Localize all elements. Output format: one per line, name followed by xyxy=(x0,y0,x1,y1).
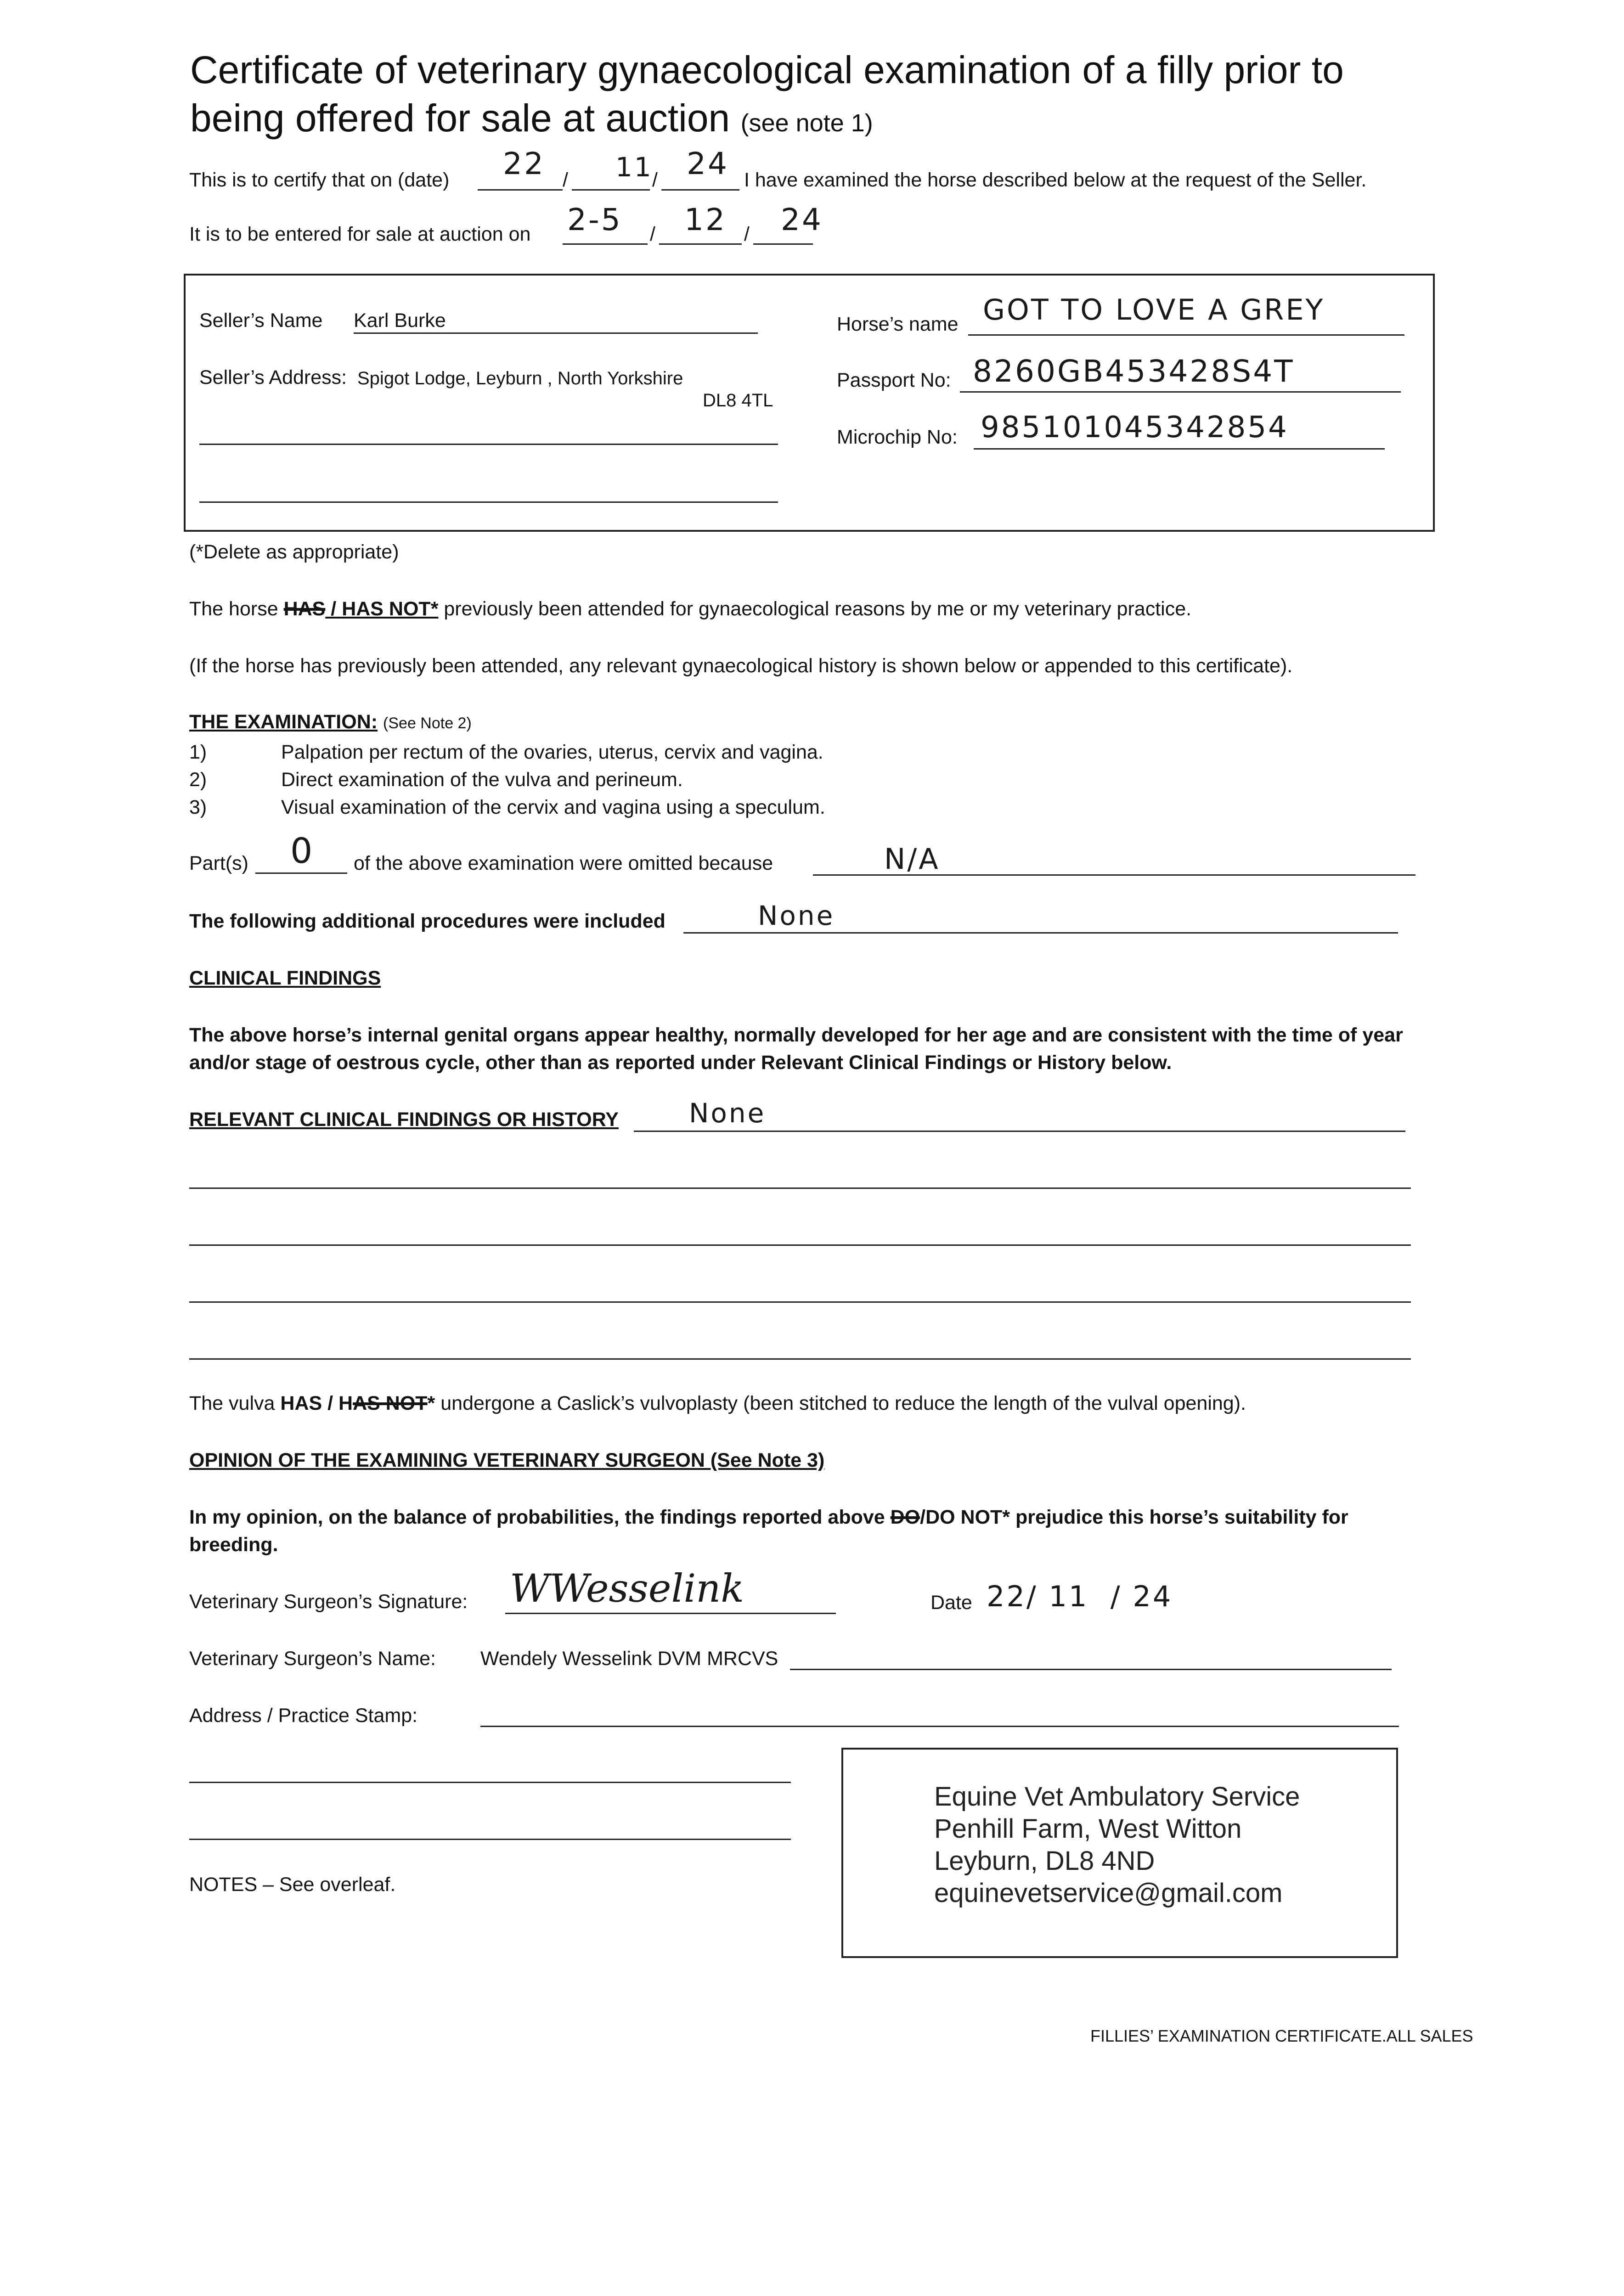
omitted-parts-value: 0 xyxy=(290,830,315,871)
delete-note: (*Delete as appropriate) xyxy=(189,541,399,563)
vulva-has: HAS xyxy=(280,1392,322,1414)
footer-label: FILLIES’ EXAMINATION CERTIFICATE.ALL SALES xyxy=(1090,2026,1473,2045)
examination-item xyxy=(189,768,683,792)
notes-overleaf: NOTES – See overleaf. xyxy=(189,1874,396,1896)
microchip-value: 985101045342854 xyxy=(981,411,1289,445)
clinical-heading: CLINICAL FINDINGS xyxy=(189,967,381,989)
vulva-h: H xyxy=(338,1392,353,1414)
vulva-has-not-struck: AS NOT xyxy=(353,1392,428,1414)
attended-line xyxy=(189,597,1191,621)
vulva-suffix: undergone a Caslick’s vulvoplasty (been stitched to reduce the length of the vulval opening). xyxy=(440,1392,1246,1414)
practice-label: Address / Practice Stamp: xyxy=(189,1705,418,1727)
date-separator: / xyxy=(652,169,658,191)
passport-label: Passport No: xyxy=(837,369,951,391)
horse-name-value: GOT TO LOVE A GREY xyxy=(983,293,1325,326)
passport-value: 8260GB453428S4T xyxy=(973,354,1295,389)
opinion-line2: breeding. xyxy=(189,1534,278,1556)
examination-item-num: 2) xyxy=(189,769,207,791)
seller-name-label: Seller’s Name xyxy=(199,310,323,332)
omitted-prefix: Part(s) xyxy=(189,852,248,874)
certify-year: 24 xyxy=(687,146,729,181)
certificate-title-line2 xyxy=(190,94,873,147)
certify-prefix: This is to certify that on (date) xyxy=(189,169,450,191)
signature-value: WWesselink xyxy=(510,1566,744,1611)
examination-item-text: Visual examination of the cervix and vagina using a speculum. xyxy=(281,796,825,818)
horse-name-label: Horse’s name xyxy=(837,313,959,335)
seller-address-label: Seller’s Address: xyxy=(199,366,347,388)
seller-address-line1: Spigot Lodge, Leyburn , North Yorkshire xyxy=(357,368,683,388)
attended-suffix: previously been attended for gynaecological reasons by me or my veterinary practice. xyxy=(444,598,1192,620)
stamp-line-town: Leyburn, DL8 4ND xyxy=(934,1846,1155,1876)
examination-item-text: Palpation per rectum of the ovaries, uterus, cervix and vagina. xyxy=(281,741,823,763)
examination-see-note: (See Note 2) xyxy=(383,715,472,732)
vulva-star: * xyxy=(427,1392,435,1414)
history-note: (If the horse has previously been attended, any relevant gynaecological history is shown below or appended to this certificate). xyxy=(189,655,1293,677)
date-separator: / xyxy=(744,223,750,245)
certify-day: 22 xyxy=(503,146,545,181)
examination-heading-line xyxy=(189,710,472,735)
title-note: (see note 1) xyxy=(740,109,873,137)
signature-date-value: 22/ 11 / 24 xyxy=(987,1580,1173,1613)
stamp-line-farm: Penhill Farm, West Witton xyxy=(934,1814,1242,1844)
examination-item-num: 3) xyxy=(189,796,207,818)
relevant-heading: RELEVANT CLINICAL FINDINGS OR HISTORY xyxy=(189,1109,619,1131)
surgeon-name-value: Wendely Wesselink DVM MRCVS xyxy=(480,1648,778,1670)
stamp-line-email: equinevetservice@gmail.com xyxy=(934,1878,1283,1908)
examination-item-num: 1) xyxy=(189,741,207,763)
date-separator: / xyxy=(650,223,655,245)
opinion-line1-suffix: /DO NOT* prejudice this horse’s suitability for xyxy=(920,1506,1348,1528)
attended-has-struck: HAS xyxy=(283,598,326,620)
additional-label: The following additional procedures were included xyxy=(189,910,665,932)
omitted-middle: of the above examination were omitted because xyxy=(354,852,773,874)
opinion-heading: OPINION OF THE EXAMINING VETERINARY SURGEON (See Note 3) xyxy=(189,1449,825,1471)
opinion-line1-prefix: In my opinion, on the balance of probabilities, the findings reported above xyxy=(189,1506,885,1528)
opinion-line1 xyxy=(189,1505,1348,1529)
vulva-line xyxy=(189,1391,1246,1415)
date-separator: / xyxy=(563,169,568,191)
certify-suffix: I have examined the horse described below at the request of the Seller. xyxy=(744,169,1367,191)
attended-sep: / xyxy=(325,598,342,620)
auction-month: 12 xyxy=(684,202,727,237)
seller-name-value: Karl Burke xyxy=(354,310,446,332)
auction-day: 2-5 xyxy=(567,202,622,237)
additional-value: None xyxy=(758,900,835,931)
signature-label: Veterinary Surgeon’s Signature: xyxy=(189,1591,468,1613)
certify-month: 11 xyxy=(615,152,653,183)
signature-date-label: Date xyxy=(930,1592,972,1614)
seller-address-line2: DL8 4TL xyxy=(703,390,773,411)
opinion-do-struck: DO xyxy=(890,1506,920,1528)
relevant-value: None xyxy=(689,1097,766,1129)
clinical-statement-line2: and/or stage of oestrous cycle, other than as reported under Relevant Clinical Findings or History below. xyxy=(189,1052,1172,1074)
attended-has-not: HAS NOT* xyxy=(342,598,439,620)
stamp-line-practice: Equine Vet Ambulatory Service xyxy=(934,1782,1300,1812)
auction-prefix: It is to be entered for sale at auction on xyxy=(189,223,531,245)
attended-prefix: The horse xyxy=(189,598,278,620)
clinical-statement-line1: The above horse’s internal genital organs appear healthy, normally developed for her age and are consistent with the time of year xyxy=(189,1024,1403,1046)
title-line2-text: being offered for sale at auction xyxy=(190,96,730,140)
surgeon-name-label: Veterinary Surgeon’s Name: xyxy=(189,1648,436,1670)
vulva-sep: / xyxy=(322,1392,339,1414)
microchip-label: Microchip No: xyxy=(837,426,958,448)
examination-item-text: Direct examination of the vulva and perineum. xyxy=(281,769,683,791)
examination-item xyxy=(189,740,823,764)
certificate-title-line1: Certificate of veterinary gynaecological examination of a filly prior to xyxy=(190,48,1344,91)
auction-year: 24 xyxy=(781,202,823,237)
vulva-prefix: The vulva xyxy=(189,1392,275,1414)
examination-heading: THE EXAMINATION: xyxy=(189,711,378,733)
omitted-reason-value: N/A xyxy=(884,842,940,876)
examination-item xyxy=(189,795,825,819)
